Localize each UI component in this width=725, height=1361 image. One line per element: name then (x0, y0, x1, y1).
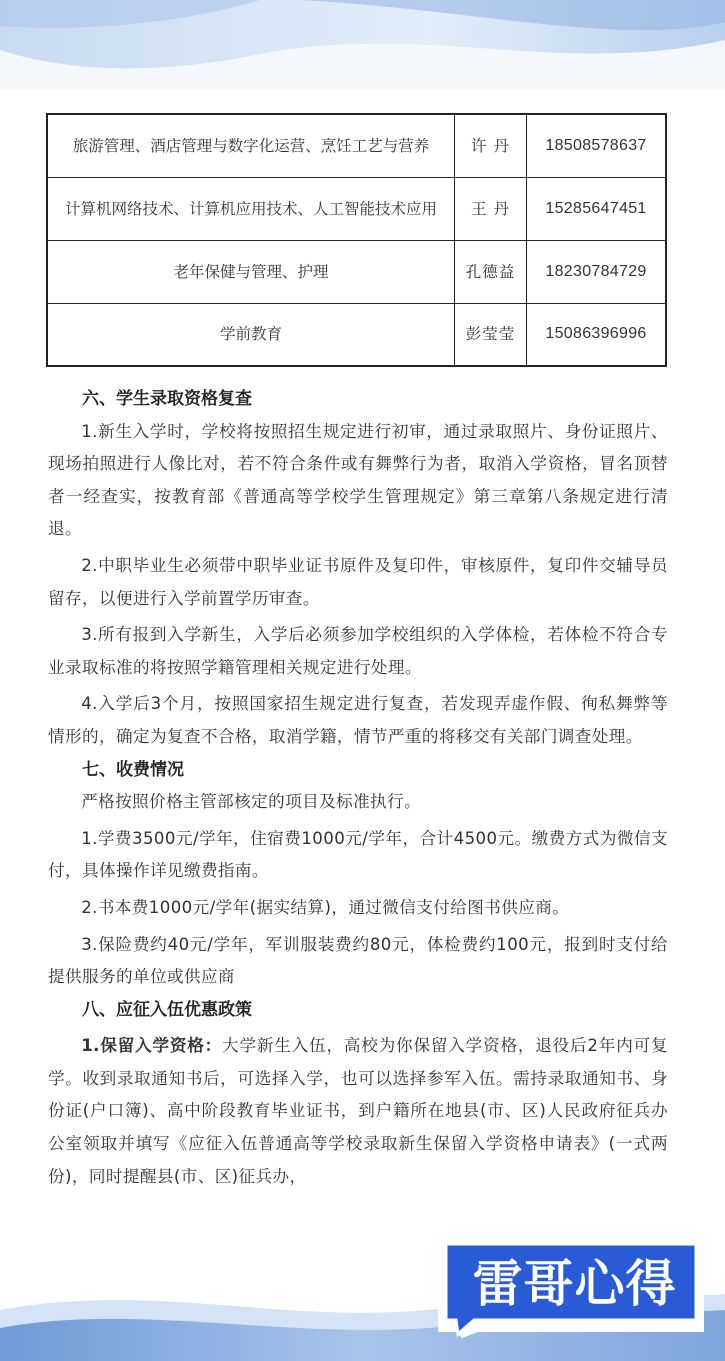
paragraph: 2.书本费1000元/学年(据实结算)，通过微信支付给图书供应商。 (81, 897, 570, 917)
phone-cell: 18508578637 (527, 114, 667, 177)
contacts-table (46, 113, 667, 367)
contact-person-cell: 许 丹 (455, 114, 527, 177)
contact-person-cell: 孔德益 (455, 240, 527, 303)
paragraph-body: 大学新生入伍，高校为你保留入学资格，退役后2年内可复学。收到录取通知书后，可选择入学，也可以选择参军入伍。需持录取通知书、身份证(户口簿)、高中阶段教育毕业证书，到户籍所在地县(市、区)人民政府征兵办公室领取并填写《应征入伍普通高等学校录取新生保留入学资格申请表》(一式两份)，同时提醒县(市、区)征兵办， (48, 1036, 668, 1186)
paragraph: 严格按照价格主管部核定的项目及标准执行。 (81, 792, 422, 812)
section-heading: 六、学生录取资格复查 (82, 389, 252, 409)
phone-cell: 15285647451 (527, 177, 667, 240)
contact-person-cell: 王 丹 (455, 177, 527, 240)
phone-cell: 18230784729 (527, 240, 667, 303)
major-cell: 老年保健与管理、护理 (47, 240, 455, 303)
table-row (47, 240, 666, 303)
contact-person-cell: 彭莹莹 (455, 303, 527, 366)
paragraph: 1.新生入学时，学校将按照招生规定进行初审，通过录取照片、身份证照片、现场拍照进行人像比对，若不符合条件或有舞弊行为者，取消入学资格，冒名顶替者一经查实，按教育部《普通高等学校学生管理规定》第三章第八条规定进行清退。 (48, 421, 668, 539)
major-cell: 旅游管理、酒店管理与数字化运营、烹饪工艺与营养 (47, 114, 455, 177)
paragraph: 4.入学后3个月，按照国家招生规定进行复查，若发现弄虚作假、徇私舞弊等情形的，确定为复查不合格，取消学籍，情节严重的将移交有关部门调查处理。 (48, 694, 668, 746)
paragraph: 1.学费3500元/学年，住宿费1000元/学年，合计4500元。缴费方式为微信支付，具体操作详见缴费指南。 (48, 828, 668, 881)
paragraph (48, 1030, 668, 1193)
section-heading: 七、收费情况 (82, 759, 184, 780)
top-wave-decoration (0, 0, 725, 90)
paragraph: 2.中职毕业生必须带中职毕业证书原件及复印件，审核原件，复印件交辅导员留存，以便进行入学前置学历审查。 (48, 555, 668, 608)
document-body (48, 383, 668, 1193)
paragraph-lead: 1.保留入学资格： (81, 1036, 223, 1056)
table-row (47, 303, 666, 366)
major-cell: 计算机网络技术、计算机应用技术、人工智能技术应用 (47, 177, 455, 240)
paragraph: 3.保险费约40元/学年，军训服装费约80元，体检费约100元，报到时支付给提供服务的单位或供应商 (48, 934, 668, 987)
table-row (47, 177, 666, 240)
watermark-text: 雷哥心得 (472, 1255, 677, 1313)
major-cell: 学前教育 (47, 303, 455, 366)
watermark-logo (432, 1230, 710, 1338)
phone-cell: 15086396996 (527, 303, 667, 366)
section-heading: 八、应征入伍优惠政策 (82, 999, 252, 1020)
paragraph: 3.所有报到入学新生，入学后必须参加学校组织的入学体检，若体检不符合专业录取标准的将按照学籍管理相关规定进行处理。 (48, 625, 668, 677)
table-row (47, 114, 666, 177)
